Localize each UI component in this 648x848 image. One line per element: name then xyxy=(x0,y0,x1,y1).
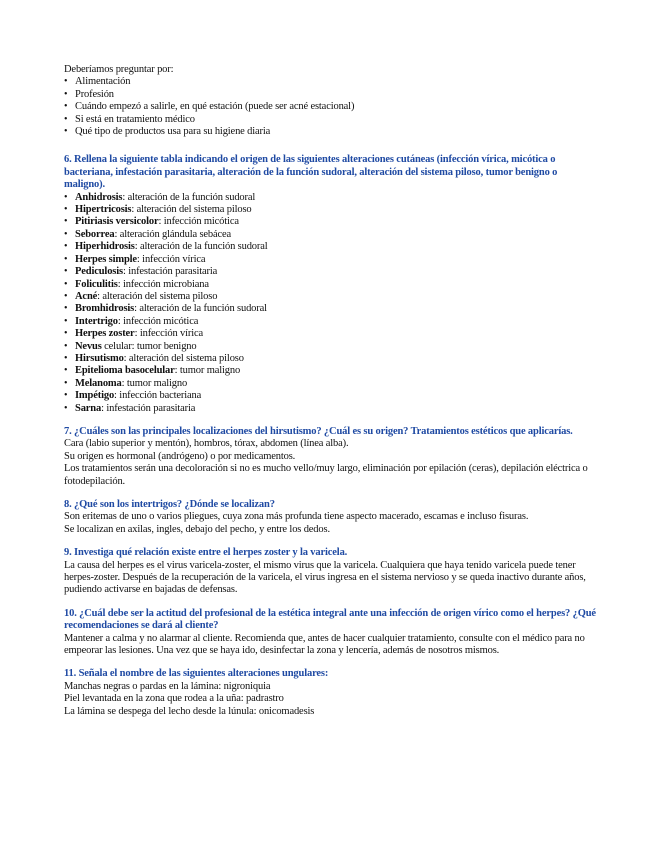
item-sep: : xyxy=(174,365,180,377)
answer-line: La lámina se despega del lecho desde la lúnula: onicomadesis xyxy=(64,705,315,717)
item-term: Hipertricosis xyxy=(75,204,132,216)
item-term: Hirsutismo xyxy=(75,352,124,364)
answer-line: Se localizan en axilas, ingles, debajo del pecho, y entre los dedos. xyxy=(64,523,330,535)
item-sep: : xyxy=(134,241,140,253)
item-sep: : xyxy=(122,191,128,203)
item-sep: : xyxy=(158,216,164,228)
item-desc: tumor maligno xyxy=(126,377,188,389)
list-item xyxy=(64,303,598,315)
item-desc: celular: tumor benigno xyxy=(104,340,197,352)
list-item xyxy=(64,403,598,415)
list-item xyxy=(64,241,598,253)
item-term: Herpes zoster xyxy=(75,328,135,340)
list-item xyxy=(64,266,598,278)
item-term: Bromhidrosis xyxy=(75,303,135,315)
answer-line: Los tratamientos serán una decoloración si no es mucho vello/muy largo, eliminación por epilación (ceras), depilación eléctrica o fotodepilación. xyxy=(64,463,588,487)
item-term: Pediculosis xyxy=(75,266,123,278)
list-item xyxy=(64,254,598,266)
question-7-heading: 7. ¿Cuáles son las principales localizaciones del hirsutismo? ¿Cuál es su origen? Tratamientos estéticos que aplicarías. xyxy=(64,425,573,437)
question-9-heading: 9. Investiga qué relación existe entre el herpes zoster y la varicela. xyxy=(64,547,348,559)
list-item xyxy=(64,353,598,365)
list-item xyxy=(64,291,598,303)
item-sep: : xyxy=(101,402,107,414)
list-item xyxy=(64,316,598,328)
item-term: Herpes simple xyxy=(75,253,137,265)
list-item xyxy=(64,390,598,402)
list-item xyxy=(64,341,598,353)
item-desc: alteración de la función sudoral xyxy=(139,241,268,253)
item-desc: alteración del sistema piloso xyxy=(102,290,218,302)
item-term: Melanoma xyxy=(75,377,122,389)
item-term: Hiperhidrosis xyxy=(75,241,135,253)
list-item xyxy=(64,378,598,390)
alteraciones-list xyxy=(64,192,598,415)
answer-line: Manchas negras o pardas en la lámina: nigroniquia xyxy=(64,680,271,692)
answer-line: Piel levantada en la zona que rodea a la uña: padrastro xyxy=(64,693,284,705)
item-term: Epitelioma basocelular xyxy=(75,365,175,377)
item-desc: alteración del sistema piloso xyxy=(128,352,244,364)
item-term: Sarna xyxy=(75,402,102,414)
item-sep: : xyxy=(117,315,124,327)
list-item: • Cuándo empezó a salirle, en qué estación (puede ser acné estacional) xyxy=(64,101,598,113)
list-item: • Qué tipo de productos usa para su higiene diaria xyxy=(64,126,598,138)
item-term: Foliculitis xyxy=(75,278,118,290)
item-sep: : xyxy=(114,228,120,240)
list-item xyxy=(64,328,598,340)
answer-line: Su origen es hormonal (andrógeno) o por medicamentos. xyxy=(64,450,296,462)
intro-lead: Deberíamos preguntar por: xyxy=(64,64,174,75)
question-10-heading: 10. ¿Cuál debe ser la actitud del profesional de la estética integral ante una infección de origen vírico como el herpes? ¿Qué recomendaciones se dará al cliente? xyxy=(64,607,596,632)
answer-line: Son eritemas de uno o varios pliegues, cuya zona más profunda tiene aspecto macerado, escamas e incluso fisuras. xyxy=(64,511,529,523)
item-term: Pitiriasis versicolor xyxy=(75,216,159,228)
list-item xyxy=(64,192,598,204)
question-11-heading: 11. Señala el nombre de las siguientes alteraciones ungulares: xyxy=(64,668,329,680)
list-item: • Alimentación xyxy=(64,76,598,88)
item-term: Nevus xyxy=(75,340,102,352)
item-desc: infestación parasitaria xyxy=(106,402,196,414)
item-sep: : xyxy=(122,266,129,278)
question-8-heading: 8. ¿Qué son los intertrigos? ¿Dónde se localizan? xyxy=(64,499,275,510)
item-sep: : xyxy=(123,352,129,364)
list-item xyxy=(64,365,598,377)
item-sep: : xyxy=(117,278,123,290)
item-term: Acné xyxy=(75,290,98,302)
item-desc: infección vírica xyxy=(142,253,206,265)
item-sep: : xyxy=(136,253,143,265)
item-desc: alteración del sistema piloso xyxy=(136,204,252,216)
item-desc: infección micótica xyxy=(163,216,239,228)
item-desc: infección micótica xyxy=(123,315,199,327)
intro-list xyxy=(64,76,598,138)
list-item: • Profesión xyxy=(64,89,598,101)
item-desc: alteración de la función sudoral xyxy=(127,191,256,203)
item-desc: alteración glándula sebácea xyxy=(119,228,232,240)
item-term: Impétigo xyxy=(75,390,115,402)
list-item xyxy=(64,279,598,291)
list-item xyxy=(64,204,598,216)
item-desc: infestación parasitaria xyxy=(128,266,218,278)
item-desc: infección microbiana xyxy=(122,278,209,290)
item-sep: : xyxy=(97,290,103,302)
item-desc: infección bacteriana xyxy=(119,390,202,402)
question-6-heading: 6. Rellena la siguiente tabla indicando el origen de las siguientes alteraciones cutáneas (infección vírica, micótica o bacteriana, infestación parasitaria, alteración de la función sudoral, alteración del sistema piloso, tumor benigno o maligno). xyxy=(64,154,558,191)
item-term: Seborrea xyxy=(75,228,115,240)
list-item xyxy=(64,229,598,241)
item-sep: : xyxy=(134,303,140,315)
answer-line: La causa del herpes es el virus varicela-zoster, el mismo virus que la varicela. Cualquiera que haya tenido varicela puede tener herpes-zoster. Después de la recuperación de la varicela, el virus ingresa en el sistema nervioso y se queda inactivo durante años, pudiendo activarse en bajadas de defensas. xyxy=(64,559,586,596)
item-term: Anhidrosis xyxy=(75,191,123,203)
item-desc: tumor maligno xyxy=(179,365,241,377)
item-sep: : xyxy=(114,390,120,402)
answer-line: Mantener a calma y no alarmar al cliente. Recomienda que, antes de hacer cualquier tratamiento, consulte con el médico para no empeorar las lesiones. Una vez que se haya ido, desinfectar la zona y lencería, además de nosotros mismos. xyxy=(64,632,585,657)
list-item: • Si está en tratamiento médico xyxy=(64,114,598,126)
item-sep: : xyxy=(134,328,140,340)
item-sep: : xyxy=(121,377,127,389)
answer-line: Cara (labio superior y mentón), hombros, tórax, abdomen (línea alba). xyxy=(64,438,349,450)
item-desc: infección vírica xyxy=(139,328,204,340)
item-term: Intertrigo xyxy=(75,315,118,327)
list-item xyxy=(64,216,598,228)
item-desc: alteración de la función sudoral xyxy=(139,303,267,315)
item-sep: : xyxy=(131,204,137,216)
